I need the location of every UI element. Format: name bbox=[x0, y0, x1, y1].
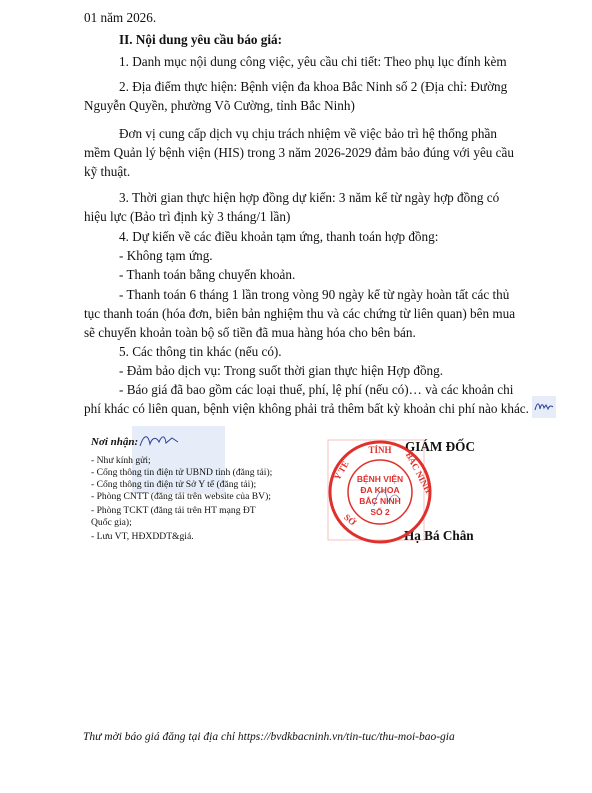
paragraph-line-2: mềm Quản lý bệnh viện (HIS) trong 3 năm 2026-2029 đảm bảo đúng với yêu cầu bbox=[84, 145, 514, 160]
recipient-line: - Lưu VT, HĐXDDT&giá. bbox=[91, 531, 194, 542]
item-2-line-1: 2. Địa điểm thực hiện: Bệnh viện đa khoa Bắc Ninh số 2 (Địa chỉ: Đường bbox=[119, 79, 508, 94]
recipient-line: - Cổng thông tin điện tử Sở Y tế (đăng tải); bbox=[91, 479, 257, 490]
item-3-line-2: hiệu lực (Bảo trì định kỳ 3 tháng/1 lần) bbox=[84, 209, 291, 224]
item-5-a: - Đảm bảo dịch vụ: Trong suốt thời gian thực hiện Hợp đồng. bbox=[119, 363, 444, 378]
svg-text:BỆNH VIỆN: BỆNH VIỆN bbox=[356, 474, 404, 484]
item-1: 1. Danh mục nội dung công việc, yêu cầu chi tiết: Theo phụ lục đính kèm bbox=[119, 54, 507, 69]
item-4-c-line-3: sẽ chuyển khoản toàn bộ số tiền đã mua hàng hóa cho bên bán. bbox=[84, 325, 416, 340]
recipient-line: - Như kính gửi; bbox=[91, 455, 151, 466]
svg-text:SỐ 2: SỐ 2 bbox=[370, 507, 390, 517]
item-2-line-2: Nguyễn Quyền, phường Võ Cường, tỉnh Bắc Ninh) bbox=[84, 98, 355, 113]
paragraph-line-3: kỹ thuật. bbox=[84, 164, 131, 179]
recipient-signature-icon bbox=[132, 426, 225, 456]
signer-role: GIÁM ĐỐC bbox=[405, 439, 475, 454]
recipient-line: Quốc gia); bbox=[91, 517, 132, 528]
svg-text:SỞ: SỞ bbox=[342, 512, 358, 528]
stamp-seal-icon bbox=[326, 436, 434, 544]
item-5-b-line-2: phí khác có liên quan, bệnh viện không phải trả thêm bất kỳ khoản chi phí nào khác. bbox=[84, 401, 529, 416]
section-title: II. Nội dung yêu cầu báo giá: bbox=[119, 32, 283, 47]
item-4-a: - Không tạm ứng. bbox=[119, 248, 213, 263]
item-4-c-line-2: tục thanh toán (hóa đơn, biên bản nghiệm thu và các chứng từ liên quan) bên mua bbox=[84, 306, 516, 321]
svg-text:BẮC NINH: BẮC NINH bbox=[359, 496, 401, 506]
item-5: 5. Các thông tin khác (nếu có). bbox=[119, 344, 282, 359]
item-4-c-line-1: - Thanh toán 6 tháng 1 lần trong vòng 90 ngày kể từ ngày hoàn tất các thủ bbox=[119, 287, 510, 302]
recipients-title: Nơi nhận: bbox=[91, 436, 139, 448]
initial-signature bbox=[532, 396, 556, 418]
item-4-b: - Thanh toán bằng chuyển khoản. bbox=[119, 267, 296, 282]
hospital-stamp bbox=[326, 436, 434, 544]
recipient-line: - Phòng CNTT (đăng tải trên website của BV); bbox=[91, 491, 271, 502]
date-line: 01 năm 2026. bbox=[84, 10, 157, 25]
svg-text:BẮC NINH: BẮC NINH bbox=[403, 450, 434, 495]
recipient-line: - Phòng TCKT (đăng tải trên HT mạng ĐT bbox=[91, 505, 256, 516]
svg-text:ĐA KHOA: ĐA KHOA bbox=[360, 485, 400, 495]
recipient-line: - Cổng thông tin điện tử UBND tỉnh (đăng tải); bbox=[91, 467, 273, 478]
svg-text:Y TẾ: Y TẾ bbox=[332, 459, 351, 482]
item-3-line-1: 3. Thời gian thực hiện hợp đồng dự kiến: 3 năm kể từ ngày hợp đồng có bbox=[119, 190, 500, 205]
signer-name: Hạ Bá Chân bbox=[404, 528, 474, 543]
footer-note: Thư mời báo giá đăng tại địa chỉ https://bvdkbacninh.vn/tin-tuc/thu-moi-bao-gia bbox=[83, 731, 455, 743]
svg-text:TỈNH: TỈNH bbox=[368, 445, 392, 455]
item-5-b-line-1: - Báo giá đã bao gồm các loại thuế, phí, lệ phí (nếu có)… và các khoản chi bbox=[119, 382, 514, 397]
initial-signature-icon bbox=[532, 396, 556, 418]
item-4: 4. Dự kiến về các điều khoản tạm ứng, thanh toán hợp đồng: bbox=[119, 229, 439, 244]
paragraph-line-1: Đơn vị cung cấp dịch vụ chịu trách nhiệm về việc bảo trì hệ thống phần bbox=[119, 126, 497, 141]
